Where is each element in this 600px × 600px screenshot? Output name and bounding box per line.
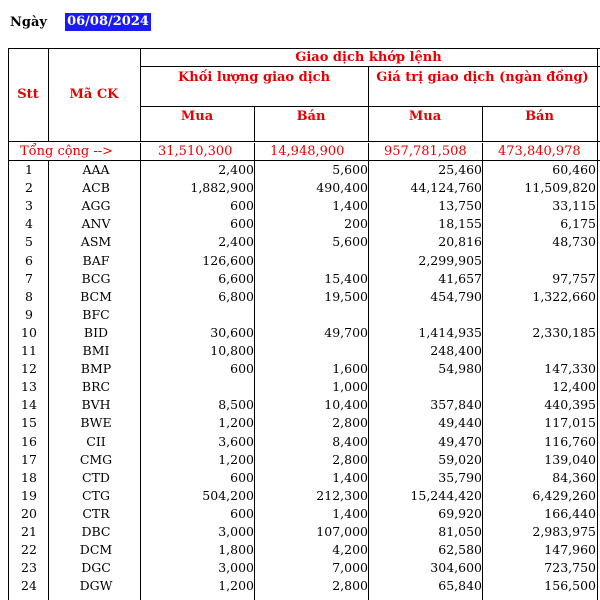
- cell-ma-ck: DCM: [79, 542, 113, 558]
- cell-ma-ck: CTG: [82, 487, 110, 503]
- total-gt-mua: 957,781,508: [384, 144, 467, 159]
- cell-gt-mua: [370, 378, 482, 396]
- header-gt-mua: Mua: [408, 108, 442, 124]
- header-gia-tri: Giá trị giao dịch (ngàn đồng): [376, 69, 589, 85]
- cell-kl-ban: 5,600: [332, 234, 368, 250]
- cell-gt-mua: 54,980: [438, 361, 482, 377]
- total-kl-mua: 31,510,300: [158, 144, 233, 159]
- cell-kl-mua: [142, 378, 254, 396]
- table-row: [0, 342, 600, 360]
- table-row: [0, 451, 600, 469]
- table-row: [0, 414, 600, 432]
- table-row: [0, 378, 600, 396]
- table-row: [0, 324, 600, 342]
- cell-gt-ban: 6,175: [560, 216, 596, 232]
- cell-gt-mua: 41,657: [438, 270, 482, 286]
- cell-stt: 4: [25, 216, 33, 232]
- cell-gt-ban: 166,440: [544, 505, 596, 521]
- cell-ma-ck: BRC: [81, 379, 111, 395]
- cell-ma-ck: ANV: [81, 216, 111, 232]
- cell-stt: 22: [21, 542, 37, 558]
- cell-kl-mua: 6,600: [218, 270, 254, 286]
- cell-stt: 8: [25, 288, 33, 304]
- cell-kl-mua: 8,500: [218, 397, 254, 413]
- table-row: [0, 179, 600, 197]
- cell-stt: 5: [25, 234, 33, 250]
- cell-kl-mua: 504,200: [202, 487, 254, 503]
- cell-stt: 14: [21, 397, 37, 413]
- cell-ma-ck: AGG: [81, 198, 111, 214]
- cell-gt-mua: 304,600: [430, 560, 482, 576]
- cell-stt: 23: [21, 560, 37, 576]
- cell-ma-ck: BID: [83, 324, 109, 340]
- cell-ma-ck: DGC: [81, 560, 111, 576]
- cell-gt-ban: 440,395: [544, 397, 596, 413]
- cell-gt-mua: 81,050: [438, 524, 482, 539]
- cell-kl-ban: [256, 306, 368, 324]
- cell-gt-ban: 2,330,185: [532, 324, 596, 340]
- cell-kl-ban: 4,200: [332, 542, 368, 558]
- cell-gt-ban: 48,730: [552, 234, 596, 250]
- table-row: [0, 197, 600, 215]
- cell-gt-mua: 25,460: [438, 162, 482, 177]
- cell-ma-ck: BMP: [80, 361, 112, 377]
- cell-stt: 21: [21, 524, 37, 539]
- cell-gt-ban: 97,757: [552, 270, 596, 286]
- cell-stt: 12: [21, 361, 37, 377]
- table-row: [0, 270, 600, 288]
- cell-kl-ban: 1,400: [332, 198, 368, 214]
- cell-stt: 2: [25, 180, 33, 196]
- cell-kl-mua: 3,600: [218, 433, 254, 449]
- date-label: Ngày: [10, 14, 47, 30]
- cell-kl-mua: 3,000: [218, 524, 254, 539]
- cell-kl-ban: 10,400: [324, 397, 368, 413]
- cell-ma-ck: ASM: [80, 234, 112, 250]
- cell-stt: 17: [21, 451, 37, 467]
- cell-stt: 20: [21, 505, 37, 521]
- cell-gt-mua: 65,840: [438, 578, 482, 594]
- cell-gt-mua: 248,400: [430, 343, 482, 358]
- cell-kl-ban: 2,800: [332, 578, 368, 594]
- cell-kl-mua: 10,800: [210, 343, 254, 358]
- cell-gt-mua: 69,920: [438, 505, 482, 521]
- total-label: Tổng cộng -->: [20, 144, 114, 159]
- cell-ma-ck: CTR: [82, 505, 110, 521]
- cell-kl-ban: 1,400: [332, 469, 368, 485]
- cell-gt-ban: 33,115: [552, 198, 596, 214]
- cell-gt-mua: 357,840: [430, 397, 482, 413]
- cell-kl-ban: 49,700: [324, 324, 368, 340]
- cell-ma-ck: BFC: [82, 306, 110, 322]
- cell-stt: 10: [21, 324, 37, 340]
- cell-ma-ck: CMG: [79, 451, 113, 467]
- cell-kl-mua: 6,800: [218, 288, 254, 304]
- cell-stt: 7: [25, 270, 33, 286]
- cell-kl-ban: 8,400: [332, 433, 368, 449]
- cell-stt: 19: [21, 487, 37, 503]
- cell-gt-ban: [484, 252, 596, 270]
- header-kl-mua: Mua: [180, 108, 214, 124]
- total-gt-ban: 473,840,978: [498, 144, 581, 159]
- cell-gt-ban: 156,500: [544, 578, 596, 594]
- cell-gt-mua: [370, 306, 482, 324]
- header-stt: Stt: [17, 87, 39, 102]
- cell-kl-ban: 1,400: [332, 505, 368, 521]
- cell-stt: 6: [25, 252, 33, 268]
- cell-kl-mua: 1,200: [218, 415, 254, 431]
- table-row: [0, 487, 600, 505]
- cell-gt-mua: 13,750: [438, 198, 482, 214]
- cell-gt-ban: 723,750: [544, 560, 596, 576]
- header-khoi-luong: Khối lượng giao dịch: [177, 69, 331, 85]
- cell-kl-ban: 15,400: [324, 270, 368, 286]
- table-row: [0, 215, 600, 233]
- total-row: [0, 143, 600, 160]
- cell-kl-ban: 107,000: [316, 524, 368, 539]
- cell-gt-ban: 60,460: [552, 162, 596, 177]
- cell-gt-ban: 2,983,975: [532, 524, 596, 539]
- cell-kl-mua: 1,200: [218, 451, 254, 467]
- cell-kl-mua: 1,800: [218, 542, 254, 558]
- cell-stt: 13: [21, 379, 37, 395]
- cell-kl-ban: [256, 342, 368, 360]
- cell-gt-mua: 20,816: [438, 234, 482, 250]
- cell-ma-ck: AAA: [82, 162, 110, 177]
- cell-kl-mua: 1,882,900: [190, 180, 254, 196]
- cell-ma-ck: BCM: [80, 288, 112, 304]
- cell-stt: 18: [21, 469, 37, 485]
- cell-stt: 16: [21, 433, 37, 449]
- cell-gt-mua: 18,155: [438, 216, 482, 232]
- cell-stt: 11: [21, 343, 37, 358]
- cell-kl-mua: 600: [230, 505, 254, 521]
- cell-ma-ck: BWE: [80, 415, 112, 431]
- cell-kl-mua: 600: [230, 469, 254, 485]
- cell-kl-ban: 490,400: [316, 180, 368, 196]
- cell-gt-ban: 11,509,820: [524, 180, 596, 196]
- cell-kl-ban: 5,600: [332, 162, 368, 177]
- table-row: [0, 360, 600, 378]
- cell-gt-mua: 62,580: [438, 542, 482, 558]
- cell-stt: 1: [25, 162, 33, 177]
- cell-stt: 3: [25, 198, 33, 214]
- table-row: [0, 469, 600, 487]
- cell-kl-ban: 1,000: [332, 379, 368, 395]
- date-row: [10, 12, 151, 32]
- table-row: [0, 161, 600, 179]
- cell-gt-ban: [484, 342, 596, 360]
- cell-gt-mua: 49,470: [438, 433, 482, 449]
- cell-gt-ban: 84,360: [552, 469, 596, 485]
- table-row: [0, 433, 600, 451]
- table-row: [0, 233, 600, 251]
- table-row: [0, 577, 600, 595]
- date-value: 06/08/2024: [65, 13, 151, 31]
- cell-gt-mua: 35,790: [438, 469, 482, 485]
- cell-stt: 15: [21, 415, 37, 431]
- cell-kl-mua: 600: [230, 361, 254, 377]
- cell-gt-ban: 1,322,660: [532, 288, 596, 304]
- cell-kl-mua: 2,400: [218, 234, 254, 250]
- header-ma-ck: Mã CK: [69, 87, 119, 102]
- cell-kl-mua: 600: [230, 216, 254, 232]
- cell-kl-ban: 212,300: [316, 487, 368, 503]
- cell-gt-mua: 59,020: [438, 451, 482, 467]
- cell-kl-ban: 2,800: [332, 415, 368, 431]
- cell-ma-ck: BCG: [81, 270, 111, 286]
- cell-gt-ban: 147,330: [544, 361, 596, 377]
- cell-gt-ban: 6,429,260: [532, 487, 596, 503]
- cell-ma-ck: BMI: [82, 343, 110, 358]
- cell-stt: 24: [21, 578, 37, 594]
- cell-kl-mua: 2,400: [218, 162, 254, 177]
- total-kl-ban: 14,948,900: [270, 144, 345, 159]
- cell-gt-mua: 1,414,935: [418, 324, 482, 340]
- cell-ma-ck: DGW: [79, 578, 113, 594]
- cell-gt-ban: 147,960: [544, 542, 596, 558]
- header-kl-ban: Bán: [296, 108, 326, 124]
- cell-kl-mua: 600: [230, 198, 254, 214]
- cell-ma-ck: DBC: [81, 524, 111, 539]
- cell-kl-mua: 3,000: [218, 560, 254, 576]
- cell-ma-ck: CTD: [82, 469, 110, 485]
- cell-kl-ban: 1,600: [332, 361, 368, 377]
- cell-gt-ban: [484, 306, 596, 324]
- cell-ma-ck: ACB: [82, 180, 110, 196]
- cell-gt-mua: 44,124,760: [410, 180, 482, 196]
- table-row: [0, 252, 600, 270]
- cell-kl-ban: 200: [344, 216, 368, 232]
- cell-kl-ban: 2,800: [332, 451, 368, 467]
- cell-ma-ck: CII: [86, 433, 106, 449]
- table-row: [0, 523, 600, 541]
- table-row: [0, 559, 600, 577]
- cell-kl-mua: 1,200: [218, 578, 254, 594]
- table-row: [0, 306, 600, 324]
- cell-kl-mua: 126,600: [202, 252, 254, 268]
- table-row: [0, 288, 600, 306]
- cell-gt-mua: 2,299,905: [418, 252, 482, 268]
- cell-gt-mua: 49,440: [438, 415, 482, 431]
- cell-gt-ban: 117,015: [544, 415, 596, 431]
- cell-gt-mua: 15,244,420: [410, 487, 482, 503]
- table-row: [0, 541, 600, 559]
- header-gt-ban: Bán: [525, 108, 554, 124]
- cell-kl-ban: 7,000: [332, 560, 368, 576]
- cell-kl-ban: [256, 252, 368, 270]
- table-row: [0, 396, 600, 414]
- cell-kl-mua: [142, 306, 254, 324]
- cell-kl-ban: 19,500: [324, 288, 368, 304]
- cell-gt-mua: 454,790: [430, 288, 482, 304]
- table-row: [0, 505, 600, 523]
- cell-kl-mua: 30,600: [210, 324, 254, 340]
- trading-table: [0, 48, 600, 600]
- cell-stt: 9: [25, 306, 33, 322]
- cell-gt-ban: 116,760: [544, 433, 596, 449]
- header-giao-dich-khop-lenh: Giao dịch khớp lệnh: [295, 49, 442, 65]
- cell-ma-ck: BAF: [82, 252, 110, 268]
- cell-ma-ck: BVH: [81, 397, 111, 413]
- cell-gt-ban: 12,400: [552, 379, 596, 395]
- cell-gt-ban: 139,040: [544, 451, 596, 467]
